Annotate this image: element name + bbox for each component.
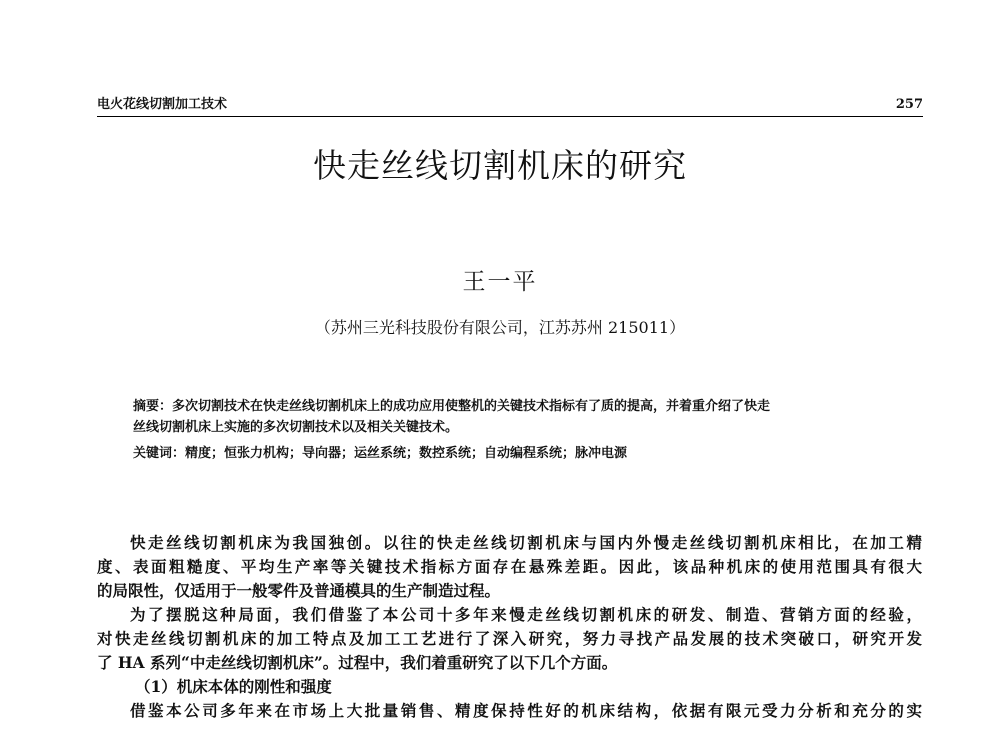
keywords: 关键词：精度；恒张力机构；导向器；运丝系统；数控系统；自动编程系统；脉冲电源	[133, 446, 628, 461]
abstract-block	[133, 396, 893, 464]
journal-section-title: 电火花线切割加工技术	[97, 97, 228, 112]
author-name: 王一平	[462, 269, 538, 295]
paragraph-line: 快走丝线切割机床为我国独创。以往的快走丝线切割机床与国内外慢走丝线切割机床相比，在加工精	[130, 533, 922, 552]
section-heading: （1）机床本体的刚性和强度	[135, 677, 332, 696]
paragraph-line: 借鉴本公司多年来在市场上大批量销售、精度保持性好的机床结构，依据有限元受力分析和充分的实	[130, 701, 922, 720]
paragraph-line: 了 HA 系列“中走丝线切割机床”。过程中，我们着重研究了以下几个方面。	[97, 653, 618, 672]
page-number: 257	[895, 97, 923, 112]
abstract-line: 丝线切割机床上实施的多次切割技术以及相关关键技术。	[133, 420, 459, 435]
abstract-line: 摘要：多次切割技术在快走丝线切割机床上的成功应用使整机的关键技术指标有了质的提高，并着重介绍了快走	[133, 399, 771, 414]
paragraph-line: 度、表面粗糙度、平均生产率等关键技术指标方面存在悬殊差距。因此，该品种机床的使用范围具有很大	[97, 557, 922, 576]
paper-title: 快走丝线切割机床的研究	[313, 146, 687, 185]
running-head	[97, 92, 923, 117]
author-affiliation: （苏州三光科技股份有限公司，江苏苏州 215011）	[314, 318, 686, 337]
paragraph-line: 对快走丝线切割机床的加工特点及加工工艺进行了深入研究，努力寻找产品发展的技术突破口，研究开发	[97, 629, 922, 648]
paragraph-line: 为了摆脱这种局面，我们借鉴了本公司十多年来慢走丝线切割机床的研发、制造、营销方面的经验，	[130, 605, 922, 624]
paragraph-line: 的局限性，仅适用于一般零件及普通模具的生产制造过程。	[97, 581, 501, 600]
body-text	[97, 531, 922, 723]
